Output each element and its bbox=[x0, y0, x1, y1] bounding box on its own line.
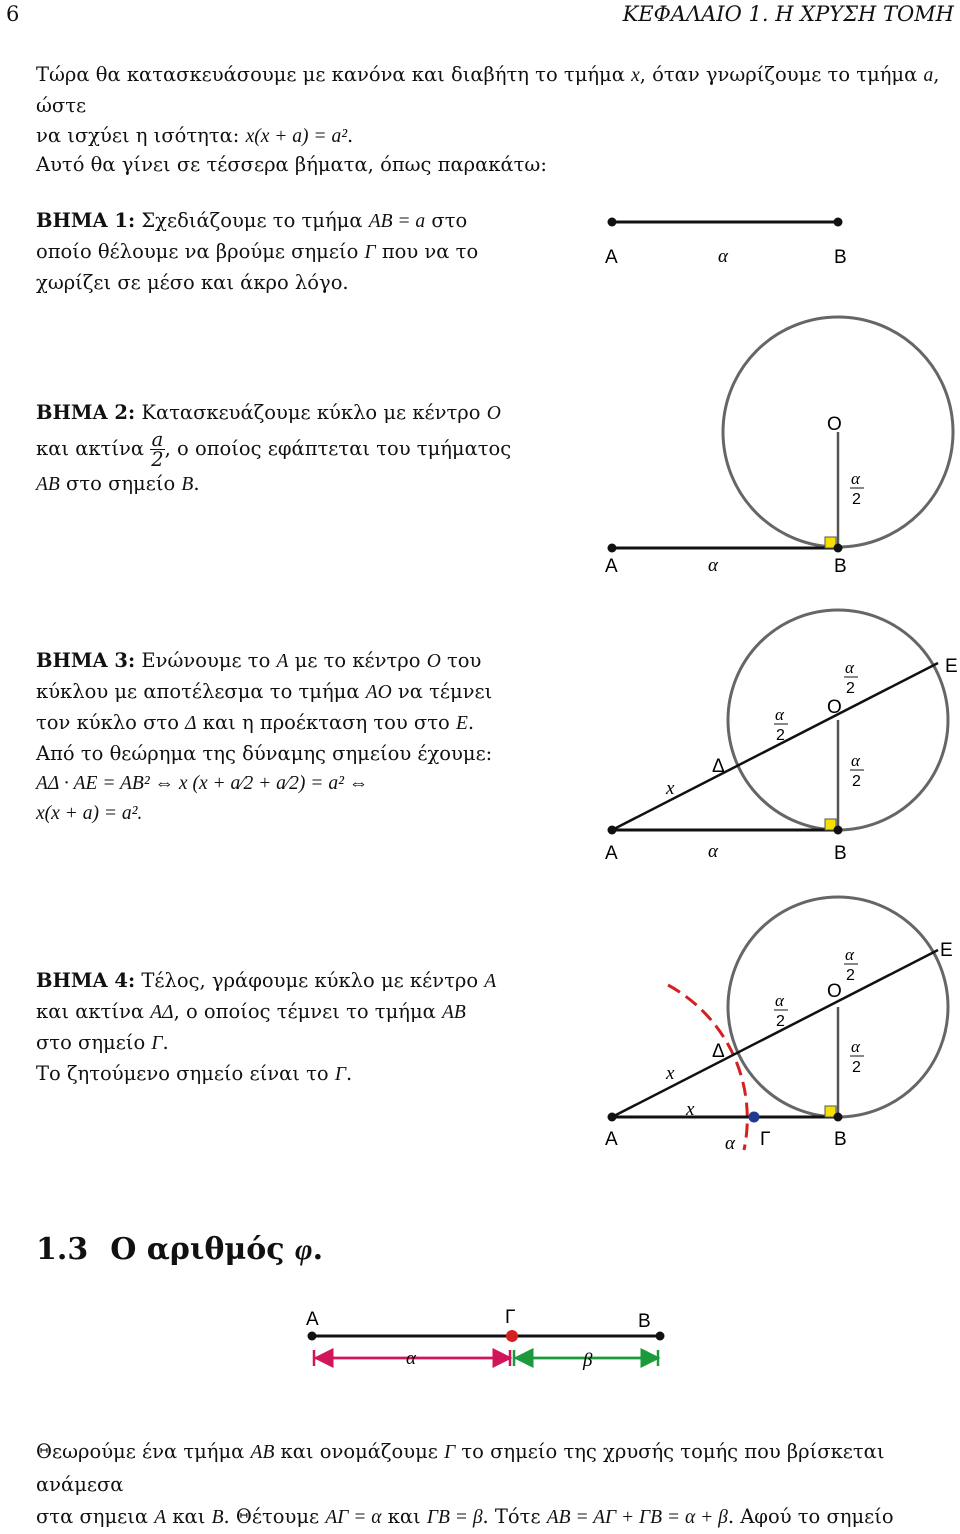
point-b bbox=[834, 1113, 843, 1122]
label-alpha: α bbox=[708, 841, 718, 862]
point-a bbox=[608, 1113, 617, 1122]
label-b: B bbox=[638, 1311, 651, 1332]
power-of-point-equation: AΔ · AE = AB² ⇔ x (x + a⁄2 + a⁄2) = a² ⇔ bbox=[36, 773, 369, 794]
point-b bbox=[834, 826, 843, 835]
label-b: B bbox=[834, 1129, 847, 1150]
label-e: E bbox=[940, 940, 953, 961]
figure-step3 bbox=[605, 610, 958, 864]
label-b: B bbox=[834, 843, 847, 864]
point-a bbox=[608, 826, 617, 835]
label-a: A bbox=[306, 1309, 319, 1330]
label-o: O bbox=[827, 981, 842, 1002]
point-b bbox=[834, 544, 843, 553]
svg-text:2: 2 bbox=[776, 727, 785, 744]
svg-text:α: α bbox=[775, 991, 784, 1010]
equation: x(x + a) = a² bbox=[245, 126, 348, 147]
label-e: E bbox=[945, 656, 958, 677]
secant-ae bbox=[612, 950, 938, 1117]
svg-text:2: 2 bbox=[846, 680, 855, 697]
steps-intro: Αυτό θα γίνει σε τέσσερα βήματα, όπως παρακάτω: bbox=[36, 153, 547, 176]
label-gamma: Γ bbox=[760, 1129, 771, 1150]
point-a bbox=[608, 544, 617, 553]
label-half-num: α bbox=[851, 469, 860, 488]
intro-paragraph: Τώρα θα κατασκευάσουμε με κανόνα και διαβήτη το τμήμα x, όταν γνωρίζουμε το τμήμα a, ώστε να ισχύει η ισότητα: x(x + a) = a². bbox=[36, 63, 940, 147]
point-a bbox=[608, 218, 617, 227]
page-number: 6 bbox=[6, 2, 20, 26]
figure-step4 bbox=[605, 897, 953, 1154]
label-delta: Δ bbox=[712, 756, 725, 777]
svg-text:α: α bbox=[845, 945, 854, 964]
label-alpha: α bbox=[406, 1348, 416, 1369]
label-a: A bbox=[605, 247, 618, 268]
svg-text:2: 2 bbox=[852, 773, 861, 790]
point-gamma bbox=[506, 1330, 518, 1342]
step2-text: ΒΗΜΑ 2: Κατασκευάζουμε κύκλο με κέντρο O και ακτίνα $\frac{a}{2}$ , ο οποίος εφάπτεται του τμήματος AB στο σημείο B. bbox=[36, 401, 512, 495]
label-alpha: α bbox=[718, 246, 728, 267]
svg-text:α: α bbox=[775, 705, 784, 724]
svg-text:2: 2 bbox=[846, 967, 855, 984]
svg-text:α: α bbox=[851, 1037, 860, 1056]
label-b: B bbox=[834, 247, 847, 268]
figure-step2 bbox=[605, 317, 953, 577]
label-x: x bbox=[666, 1063, 675, 1084]
label-o: O bbox=[827, 414, 842, 435]
label-half-den: 2 bbox=[852, 491, 861, 508]
section-heading: 1.3 Ο αριθμός φ. bbox=[36, 1232, 324, 1267]
figure-golden-section bbox=[306, 1307, 665, 1371]
step3-text: ΒΗΜΑ 3: Ενώνουμε το A με το κέντρο O του κύκλου με αποτέλεσμα το τμήμα AO να τέμνει τον κύκλο στο Δ και η προέκταση του στο E. Από το θεώρημα της δύναμης σημείου έχουμε: AΔ · AE = AB² ⇔ x (x + a⁄2 + a⁄2) = a² ⇔ x(x + a) = a². bbox=[36, 646, 536, 829]
svg-text:2: 2 bbox=[852, 1059, 861, 1076]
label-o: O bbox=[827, 697, 842, 718]
point-gamma bbox=[749, 1112, 760, 1123]
label-delta: Δ bbox=[712, 1041, 725, 1062]
label-a: A bbox=[605, 556, 618, 577]
step4-text: ΒΗΜΑ 4: Τέλος, γράφουμε κύκλο με κέντρο A και ακτίνα AΔ, ο οποίος τέμνει το τμήμα AB στο σημείο Γ. Το ζητούμενο σημείο είναι το Γ. bbox=[36, 969, 497, 1085]
svg-text:α: α bbox=[845, 658, 854, 677]
svg-text:2: 2 bbox=[776, 1013, 785, 1030]
label-gamma: Γ bbox=[505, 1307, 516, 1328]
label-alpha: α bbox=[708, 555, 718, 576]
label-beta: β bbox=[583, 1350, 593, 1371]
secant-ae bbox=[612, 663, 938, 830]
point-b bbox=[656, 1332, 665, 1341]
svg-text:α: α bbox=[851, 751, 860, 770]
step1-text: ΒΗΜΑ 1: Σχεδιάζουμε το τμήμα AB = a στο οποίο θέλουμε να βρούμε σημείο Γ που να το χωρίζει σε μέσο και άκρο λόγο. bbox=[36, 209, 479, 294]
label-x: x bbox=[666, 778, 675, 799]
label-a: A bbox=[605, 843, 618, 864]
label-b: B bbox=[834, 556, 847, 577]
bottom-paragraph: Θεωρούμε ένα τμήμα AB και ονομάζουμε Γ το σημείο της χρυσής τομής που βρίσκεται ανάμεσα στα σημεια A και B. Θέτουμε AΓ = α και ΓB = β. Τότε AB = AΓ + ΓB = α + β. Αφού το σημείο bbox=[36, 1440, 894, 1528]
running-header: ΚΕΦΑΛΑΙΟ 1. Η ΧΡΥΣΗ ΤΟΜΗ bbox=[622, 2, 954, 26]
figure-step1 bbox=[605, 218, 847, 269]
label-x2: x bbox=[686, 1099, 695, 1120]
point-b bbox=[834, 218, 843, 227]
label-alpha: α bbox=[725, 1133, 735, 1154]
point-a bbox=[308, 1332, 317, 1341]
label-a: A bbox=[605, 1129, 618, 1150]
